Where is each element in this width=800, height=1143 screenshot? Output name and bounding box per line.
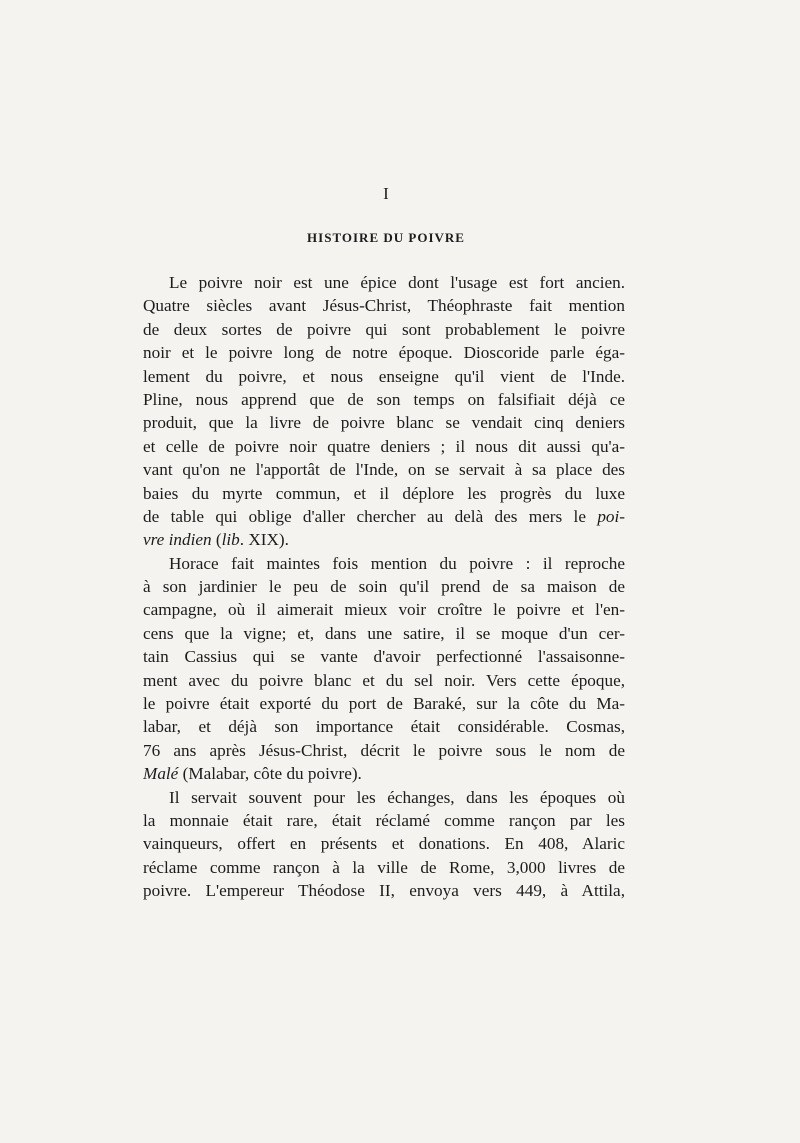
italic-segment: poi- [597, 506, 625, 526]
text-line: vant qu'on ne l'apportât de l'Inde, on se servait à sa place des [143, 460, 625, 480]
text-line: Il servait souvent pour les échanges, dans les époques où [169, 787, 625, 807]
paragraph-3 [143, 786, 625, 903]
italic-segment: Malé [143, 764, 179, 784]
chapter-number: I [383, 184, 389, 203]
text-line: Pline, nous apprend que de son temps on falsifiait déjà ce [143, 389, 625, 409]
text-line: Horace fait maintes fois mention du poivre : il reproche [169, 553, 625, 573]
text-line: à son jardinier le peu de soin qu'il prend de sa maison de [143, 577, 625, 597]
text-segment: ( [211, 530, 222, 550]
text-line: la monnaie était rare, était réclamé comme rançon par les [143, 810, 625, 830]
text-segment: de table qui oblige d'aller chercher au delà des mers le [143, 506, 598, 526]
text-segment: (Malabar, côte du poivre). [178, 764, 362, 784]
text-line: ment avec du poivre blanc et du sel noir. Vers cette époque, [143, 670, 625, 690]
text-segment: . XIX). [239, 530, 289, 550]
text-line: campagne, où il aimerait mieux voir croître le poivre et l'en- [143, 600, 625, 620]
text-line: cens que la vigne; et, dans une satire, il se moque d'un cer- [143, 623, 625, 643]
italic-segment: lib [221, 530, 240, 550]
text-line: noir et le poivre long de notre époque. Dioscoride parle éga- [143, 343, 625, 363]
text-line: produit, que la livre de poivre blanc se vendait cinq deniers [143, 413, 625, 433]
text-line [143, 762, 625, 785]
text-line [143, 528, 625, 551]
text-line: le poivre était exporté du port de Baraké, sur la côte du Ma- [143, 694, 625, 714]
text-line [143, 505, 625, 528]
text-line: réclame comme rançon à la ville de Rome, 3,000 livres de [143, 857, 625, 877]
paragraph-2 [143, 552, 625, 786]
text-line: Le poivre noir est une épice dont l'usage est fort ancien. [169, 273, 625, 292]
italic-segment: vre indien [143, 530, 212, 550]
chapter-title: HISTOIRE DU POIVRE [307, 230, 465, 245]
text-line: Quatre siècles avant Jésus-Christ, Théophraste fait mention [143, 296, 625, 316]
body-text [143, 271, 625, 903]
text-line: 76 ans après Jésus-Christ, décrit le poivre sous le nom de [143, 740, 625, 760]
paragraph-1 [143, 271, 625, 552]
text-line: lement du poivre, et nous enseigne qu'il vient de l'Inde. [143, 366, 625, 386]
text-line: vainqueurs, offert en présents et donations. En 408, Alaric [143, 834, 625, 854]
text-line: de deux sortes de poivre qui sont probablement le poivre [143, 319, 625, 339]
text-line: labar, et déjà son importance était considérable. Cosmas, [143, 717, 625, 737]
text-line: et celle de poivre noir quatre deniers ; il nous dit aussi qu'a- [143, 436, 625, 456]
text-line: tain Cassius qui se vante d'avoir perfectionné l'assaisonne- [143, 647, 625, 667]
text-line: poivre. L'empereur Théodose II, envoya vers 449, à Attila, [143, 881, 625, 901]
text-line: baies du myrte commun, et il déplore les progrès du luxe [143, 483, 625, 503]
